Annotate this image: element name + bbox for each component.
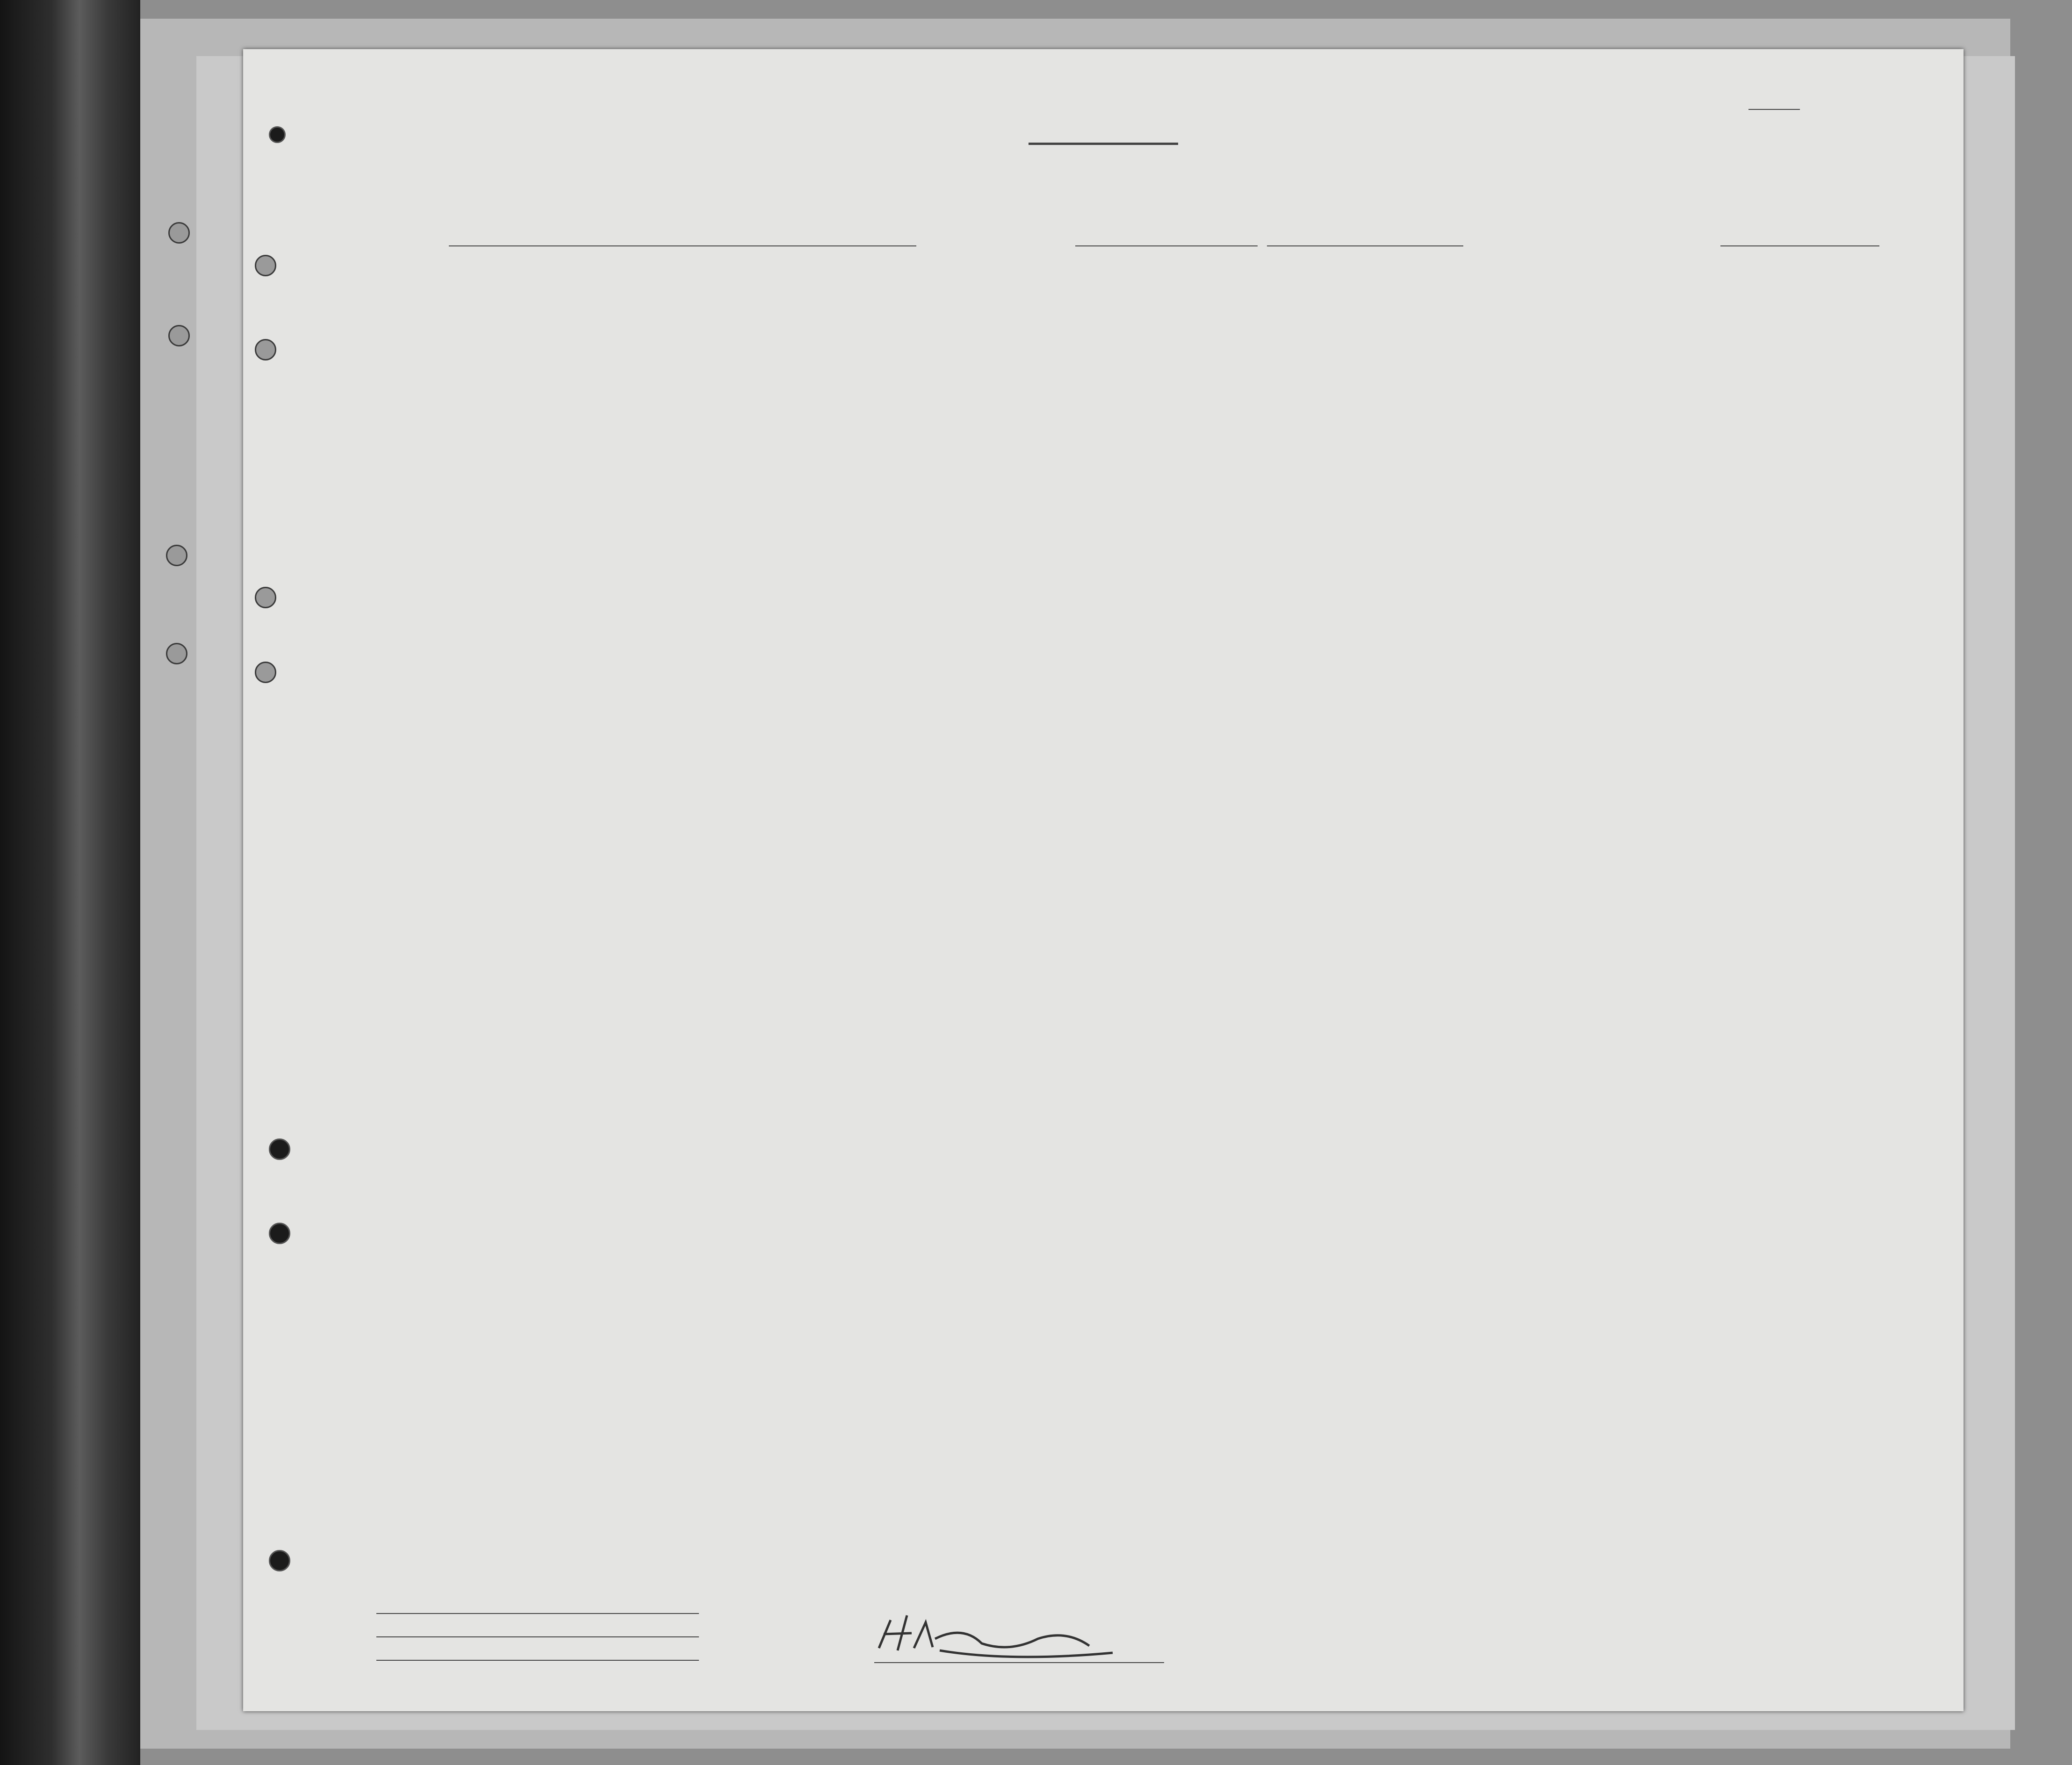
binder-edge bbox=[0, 0, 140, 1765]
punch-hole bbox=[166, 643, 187, 664]
manifest-page bbox=[243, 49, 1964, 1711]
punch-hole bbox=[168, 222, 190, 244]
punch-hole bbox=[166, 545, 187, 566]
table-grid bbox=[243, 49, 1964, 1711]
punch-hole bbox=[168, 325, 190, 346]
inspector-signature bbox=[870, 1606, 1131, 1667]
